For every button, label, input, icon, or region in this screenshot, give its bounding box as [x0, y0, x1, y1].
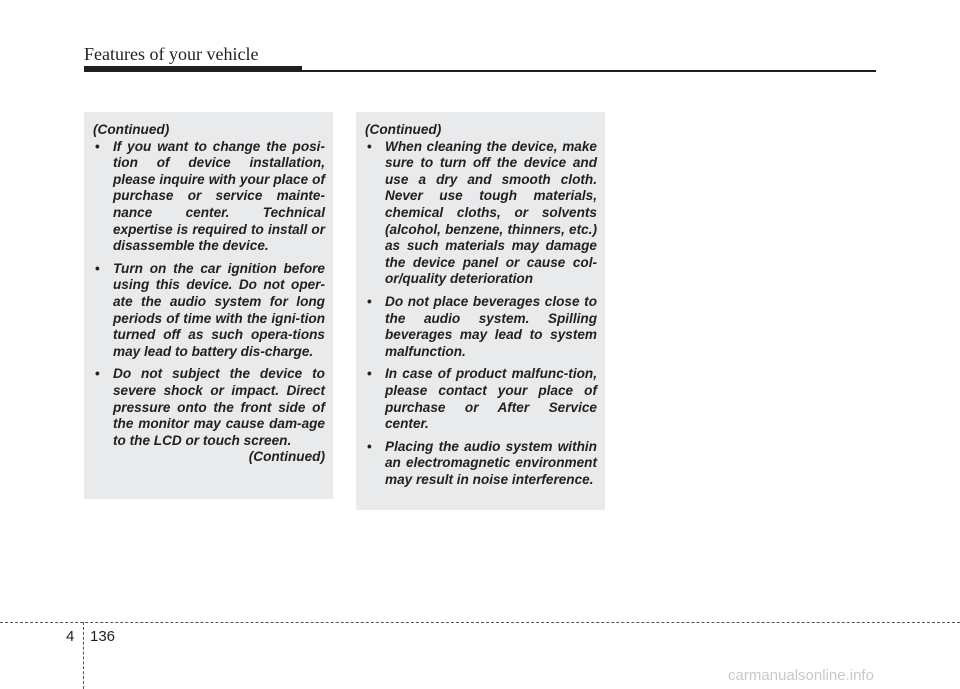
- footer-divider: [0, 622, 960, 623]
- list-item: • If you want to change the posi-tion of device installation, please inquire with your place of purchase or service mainte-nance center. Technical expertise is required to install or disassemble the device.: [93, 139, 325, 255]
- continued-label-top: (Continued): [365, 122, 442, 137]
- list-item: • Placing the audio system within an electromagnetic environment may result in noise interference.: [365, 439, 597, 489]
- list-item: • Do not subject the device to severe shock or impact. Direct pressure onto the front side of the monitor may cause dam-age to the LCD or touch screen.: [93, 366, 325, 449]
- page-number: 136: [90, 628, 116, 645]
- header-accent-bar: [84, 66, 302, 72]
- continued-label-top: (Continued): [93, 122, 170, 137]
- watermark-text: carmanualsonline.info: [728, 667, 874, 684]
- caution-box-left: [84, 112, 333, 499]
- header-rule: [302, 70, 876, 72]
- chapter-number: 4: [66, 628, 75, 645]
- continued-label-bottom: (Continued): [248, 449, 325, 465]
- caution-box-right: [356, 112, 605, 510]
- list-item: • Turn on the car ignition before using this device. Do not oper-ate the audio system for long periods of time with the igni-tion turned off as such opera-tions may lead to battery dis-charge.: [93, 261, 325, 361]
- footer-vertical-divider: [83, 622, 84, 689]
- list-item: • When cleaning the device, make sure to turn off the device and use a dry and smooth cloth. Never use tough materials, chemical cloths, or solvents (alcohol, benzene, thinners, etc.) as such materials may damage the device panel or cause col-or/quality deterioration: [365, 139, 597, 288]
- list-item: • Do not place beverages close to the audio system. Spilling beverages may lead to system malfunction.: [365, 294, 597, 360]
- page-header-title: Features of your vehicle: [84, 44, 259, 64]
- list-item: • In case of product malfunc-tion, please contact your place of purchase or After Service center.: [365, 366, 597, 432]
- caution-list-right: [365, 139, 597, 489]
- caution-list-left: [93, 139, 325, 450]
